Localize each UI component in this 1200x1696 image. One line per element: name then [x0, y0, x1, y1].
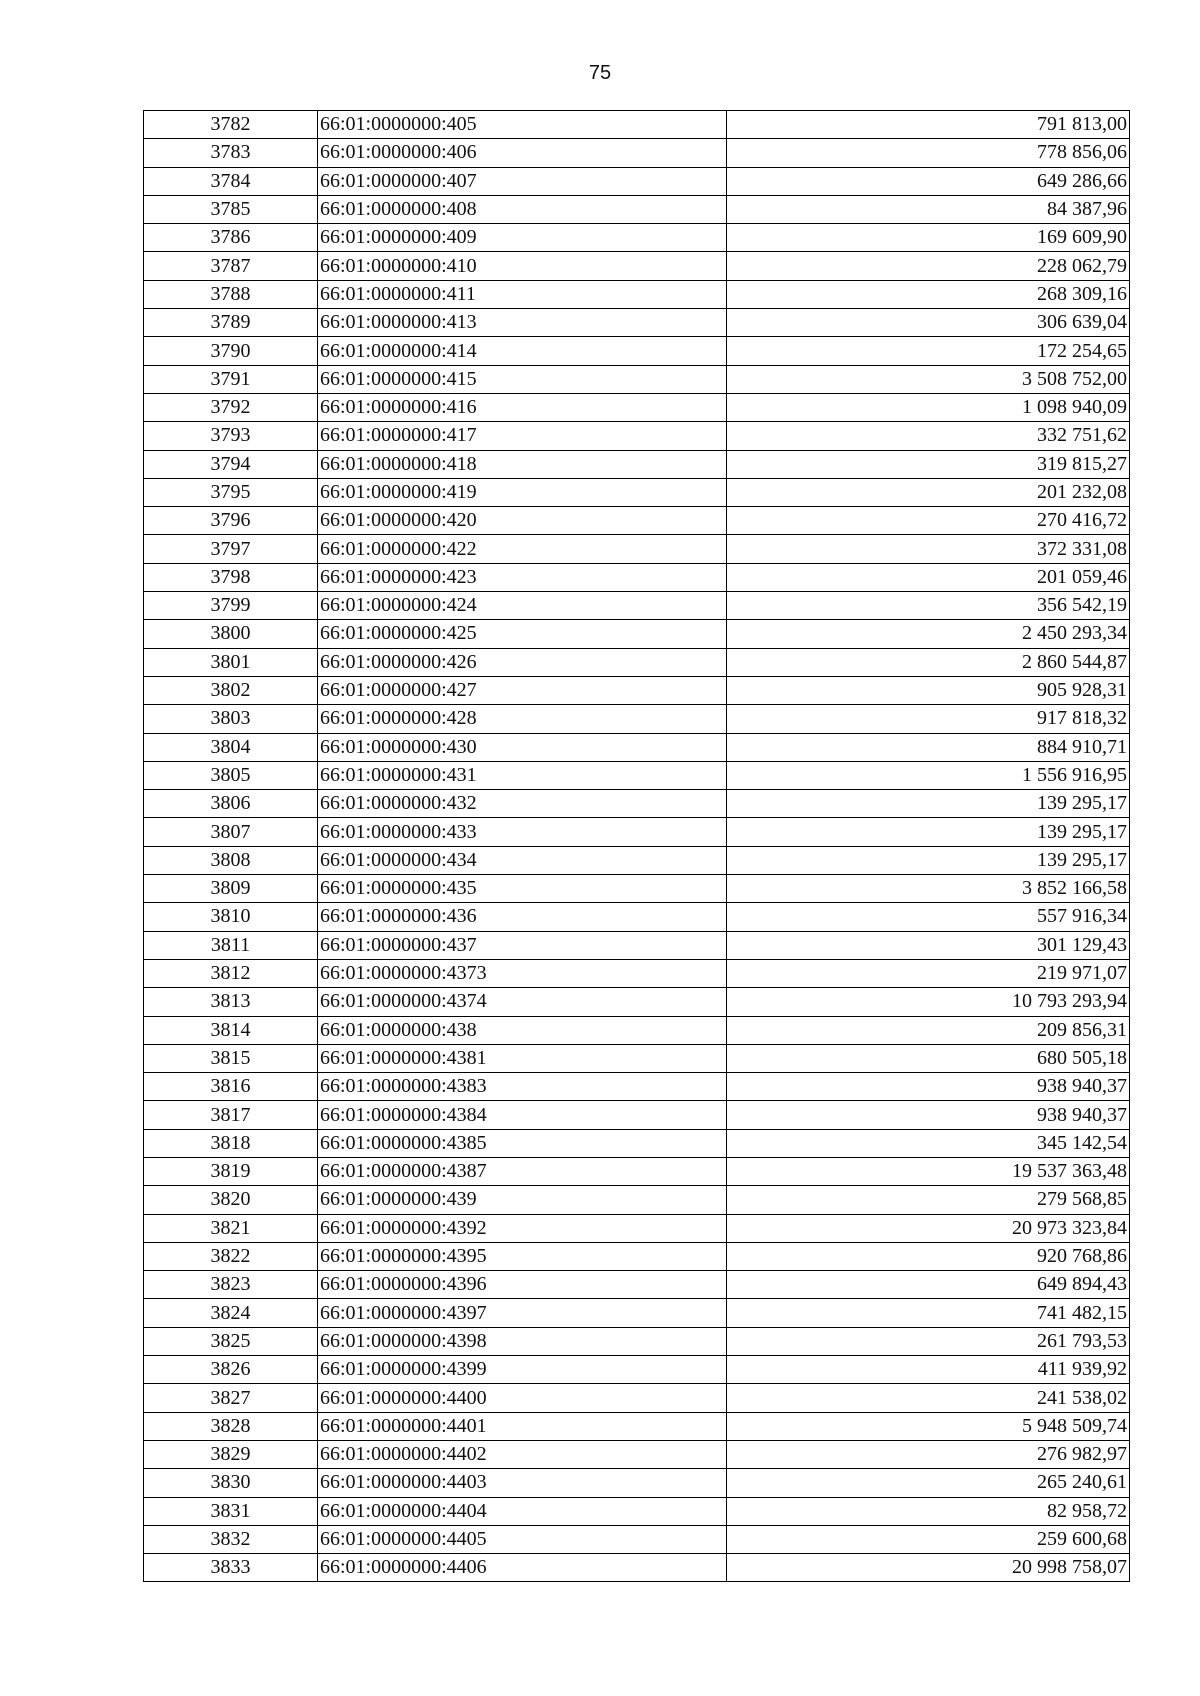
table-row [144, 875, 1130, 903]
table-row [144, 1242, 1130, 1270]
row-number-cell: 3795 [144, 478, 318, 506]
cadastral-number-cell: 66:01:0000000:438 [318, 1016, 727, 1044]
cadastral-value-cell: 741 482,15 [727, 1299, 1130, 1327]
cadastral-value-cell: 3 852 166,58 [727, 875, 1130, 903]
row-number-cell: 3807 [144, 818, 318, 846]
cadastral-number-cell: 66:01:0000000:4383 [318, 1073, 727, 1101]
table-row [144, 507, 1130, 535]
row-number-cell: 3789 [144, 309, 318, 337]
cadastral-number-cell: 66:01:0000000:424 [318, 592, 727, 620]
cadastral-value-cell: 241 538,02 [727, 1384, 1130, 1412]
cadastral-number-cell: 66:01:0000000:4405 [318, 1525, 727, 1553]
cadastral-value-cell: 10 793 293,94 [727, 988, 1130, 1016]
cadastral-value-cell: 219 971,07 [727, 959, 1130, 987]
table-row [144, 393, 1130, 421]
cadastral-number-cell: 66:01:0000000:417 [318, 422, 727, 450]
cadastral-number-cell: 66:01:0000000:436 [318, 903, 727, 931]
row-number-cell: 3819 [144, 1157, 318, 1185]
row-number-cell: 3788 [144, 280, 318, 308]
table-row [144, 705, 1130, 733]
cadastral-value-cell: 649 894,43 [727, 1271, 1130, 1299]
cadastral-number-cell: 66:01:0000000:4392 [318, 1214, 727, 1242]
cadastral-value-cell: 20 973 323,84 [727, 1214, 1130, 1242]
cadastral-value-cell: 209 856,31 [727, 1016, 1130, 1044]
cadastral-value-cell: 938 940,37 [727, 1073, 1130, 1101]
cadastral-value-cell: 319 815,27 [727, 450, 1130, 478]
cadastral-number-cell: 66:01:0000000:434 [318, 846, 727, 874]
cadastral-value-cell: 884 910,71 [727, 733, 1130, 761]
cadastral-number-cell: 66:01:0000000:4400 [318, 1384, 727, 1412]
row-number-cell: 3802 [144, 676, 318, 704]
row-number-cell: 3828 [144, 1412, 318, 1440]
table-row [144, 1384, 1130, 1412]
cadastral-number-cell: 66:01:0000000:4401 [318, 1412, 727, 1440]
table-row [144, 167, 1130, 195]
cadastral-value-cell: 201 059,46 [727, 563, 1130, 591]
row-number-cell: 3818 [144, 1129, 318, 1157]
row-number-cell: 3799 [144, 592, 318, 620]
row-number-cell: 3796 [144, 507, 318, 535]
cadastral-value-cell: 19 537 363,48 [727, 1157, 1130, 1185]
table-row [144, 224, 1130, 252]
cadastral-number-cell: 66:01:0000000:409 [318, 224, 727, 252]
cadastral-number-cell: 66:01:0000000:428 [318, 705, 727, 733]
cadastral-value-cell: 172 254,65 [727, 337, 1130, 365]
cadastral-number-cell: 66:01:0000000:431 [318, 761, 727, 789]
cadastral-value-cell: 276 982,97 [727, 1440, 1130, 1468]
table-row [144, 1497, 1130, 1525]
cadastral-number-cell: 66:01:0000000:4395 [318, 1242, 727, 1270]
table-row [144, 195, 1130, 223]
row-number-cell: 3806 [144, 790, 318, 818]
cadastral-number-cell: 66:01:0000000:426 [318, 648, 727, 676]
cadastral-value-cell: 279 568,85 [727, 1186, 1130, 1214]
table-row [144, 1469, 1130, 1497]
table-row [144, 1271, 1130, 1299]
cadastral-number-cell: 66:01:0000000:4402 [318, 1440, 727, 1468]
cadastral-value-cell: 169 609,90 [727, 224, 1130, 252]
row-number-cell: 3804 [144, 733, 318, 761]
cadastral-number-cell: 66:01:0000000:422 [318, 535, 727, 563]
cadastral-value-cell: 82 958,72 [727, 1497, 1130, 1525]
row-number-cell: 3783 [144, 139, 318, 167]
cadastral-number-cell: 66:01:0000000:4406 [318, 1554, 727, 1582]
row-number-cell: 3800 [144, 620, 318, 648]
table-row [144, 959, 1130, 987]
row-number-cell: 3832 [144, 1525, 318, 1553]
cadastral-value-cell: 1 098 940,09 [727, 393, 1130, 421]
table-row [144, 563, 1130, 591]
cadastral-value-cell: 2 860 544,87 [727, 648, 1130, 676]
cadastral-value-cell: 265 240,61 [727, 1469, 1130, 1497]
row-number-cell: 3829 [144, 1440, 318, 1468]
table-row [144, 790, 1130, 818]
cadastral-number-cell: 66:01:0000000:411 [318, 280, 727, 308]
cadastral-number-cell: 66:01:0000000:418 [318, 450, 727, 478]
row-number-cell: 3825 [144, 1327, 318, 1355]
table-row [144, 1186, 1130, 1214]
row-number-cell: 3782 [144, 111, 318, 139]
cadastral-value-cell: 680 505,18 [727, 1044, 1130, 1072]
table-row [144, 988, 1130, 1016]
cadastral-number-cell: 66:01:0000000:420 [318, 507, 727, 535]
cadastral-number-cell: 66:01:0000000:414 [318, 337, 727, 365]
row-number-cell: 3787 [144, 252, 318, 280]
table-row [144, 592, 1130, 620]
table-row [144, 280, 1130, 308]
table-row [144, 1554, 1130, 1582]
cadastral-value-cell: 5 948 509,74 [727, 1412, 1130, 1440]
table-row [144, 1016, 1130, 1044]
table-row [144, 1044, 1130, 1072]
cadastral-number-cell: 66:01:0000000:425 [318, 620, 727, 648]
cadastral-value-cell: 20 998 758,07 [727, 1554, 1130, 1582]
row-number-cell: 3830 [144, 1469, 318, 1497]
cadastral-value-cell: 261 793,53 [727, 1327, 1130, 1355]
cadastral-value-cell: 938 940,37 [727, 1101, 1130, 1129]
cadastral-value-cell: 356 542,19 [727, 592, 1130, 620]
row-number-cell: 3786 [144, 224, 318, 252]
cadastral-value-cell: 259 600,68 [727, 1525, 1130, 1553]
cadastral-number-cell: 66:01:0000000:4374 [318, 988, 727, 1016]
cadastral-value-cell: 372 331,08 [727, 535, 1130, 563]
row-number-cell: 3792 [144, 393, 318, 421]
cadastral-value-cell: 332 751,62 [727, 422, 1130, 450]
table-row [144, 450, 1130, 478]
row-number-cell: 3784 [144, 167, 318, 195]
cadastral-number-cell: 66:01:0000000:407 [318, 167, 727, 195]
table-row [144, 1214, 1130, 1242]
cadastral-number-cell: 66:01:0000000:405 [318, 111, 727, 139]
table-row [144, 1299, 1130, 1327]
row-number-cell: 3811 [144, 931, 318, 959]
cadastral-value-cell: 778 856,06 [727, 139, 1130, 167]
cadastral-number-cell: 66:01:0000000:408 [318, 195, 727, 223]
cadastral-number-cell: 66:01:0000000:406 [318, 139, 727, 167]
cadastral-value-cell: 2 450 293,34 [727, 620, 1130, 648]
cadastral-value-cell: 345 142,54 [727, 1129, 1130, 1157]
row-number-cell: 3823 [144, 1271, 318, 1299]
cadastral-number-cell: 66:01:0000000:4404 [318, 1497, 727, 1525]
row-number-cell: 3820 [144, 1186, 318, 1214]
table-row [144, 139, 1130, 167]
cadastral-number-cell: 66:01:0000000:410 [318, 252, 727, 280]
cadastral-value-cell: 920 768,86 [727, 1242, 1130, 1270]
row-number-cell: 3803 [144, 705, 318, 733]
table-row [144, 535, 1130, 563]
table-row [144, 1101, 1130, 1129]
cadastral-number-cell: 66:01:0000000:4384 [318, 1101, 727, 1129]
cadastral-value-cell: 411 939,92 [727, 1356, 1130, 1384]
cadastral-value-cell: 3 508 752,00 [727, 365, 1130, 393]
table-row [144, 1129, 1130, 1157]
row-number-cell: 3798 [144, 563, 318, 591]
table-row [144, 422, 1130, 450]
row-number-cell: 3808 [144, 846, 318, 874]
row-number-cell: 3794 [144, 450, 318, 478]
table-row [144, 1440, 1130, 1468]
cadastral-number-cell: 66:01:0000000:419 [318, 478, 727, 506]
cadastral-number-cell: 66:01:0000000:430 [318, 733, 727, 761]
table-body [144, 111, 1130, 1582]
table-row [144, 478, 1130, 506]
cadastral-number-cell: 66:01:0000000:437 [318, 931, 727, 959]
row-number-cell: 3817 [144, 1101, 318, 1129]
table-row [144, 903, 1130, 931]
row-number-cell: 3797 [144, 535, 318, 563]
row-number-cell: 3793 [144, 422, 318, 450]
row-number-cell: 3801 [144, 648, 318, 676]
cadastral-value-cell: 84 387,96 [727, 195, 1130, 223]
table-row [144, 846, 1130, 874]
cadastral-value-cell: 917 818,32 [727, 705, 1130, 733]
table-row [144, 648, 1130, 676]
table-row [144, 818, 1130, 846]
table-row [144, 309, 1130, 337]
row-number-cell: 3833 [144, 1554, 318, 1582]
cadastral-number-cell: 66:01:0000000:433 [318, 818, 727, 846]
cadastral-number-cell: 66:01:0000000:4373 [318, 959, 727, 987]
cadastral-value-cell: 557 916,34 [727, 903, 1130, 931]
row-number-cell: 3831 [144, 1497, 318, 1525]
row-number-cell: 3826 [144, 1356, 318, 1384]
table-row [144, 111, 1130, 139]
table-row [144, 733, 1130, 761]
cadastral-number-cell: 66:01:0000000:427 [318, 676, 727, 704]
row-number-cell: 3827 [144, 1384, 318, 1412]
cadastral-number-cell: 66:01:0000000:416 [318, 393, 727, 421]
row-number-cell: 3805 [144, 761, 318, 789]
row-number-cell: 3822 [144, 1242, 318, 1270]
table-row [144, 1327, 1130, 1355]
cadastral-number-cell: 66:01:0000000:4396 [318, 1271, 727, 1299]
cadastral-value-table [143, 110, 1130, 1582]
table-row [144, 252, 1130, 280]
table-row [144, 620, 1130, 648]
cadastral-number-cell: 66:01:0000000:4397 [318, 1299, 727, 1327]
cadastral-number-cell: 66:01:0000000:4398 [318, 1327, 727, 1355]
row-number-cell: 3809 [144, 875, 318, 903]
cadastral-number-cell: 66:01:0000000:439 [318, 1186, 727, 1214]
cadastral-number-cell: 66:01:0000000:432 [318, 790, 727, 818]
row-number-cell: 3815 [144, 1044, 318, 1072]
cadastral-value-cell: 139 295,17 [727, 846, 1130, 874]
cadastral-number-cell: 66:01:0000000:4403 [318, 1469, 727, 1497]
cadastral-value-cell: 301 129,43 [727, 931, 1130, 959]
cadastral-value-cell: 228 062,79 [727, 252, 1130, 280]
cadastral-number-cell: 66:01:0000000:413 [318, 309, 727, 337]
page-number: 75 [588, 62, 612, 84]
row-number-cell: 3810 [144, 903, 318, 931]
cadastral-number-cell: 66:01:0000000:4385 [318, 1129, 727, 1157]
cadastral-value-cell: 270 416,72 [727, 507, 1130, 535]
cadastral-number-cell: 66:01:0000000:4381 [318, 1044, 727, 1072]
cadastral-number-cell: 66:01:0000000:423 [318, 563, 727, 591]
cadastral-value-cell: 649 286,66 [727, 167, 1130, 195]
cadastral-number-cell: 66:01:0000000:4399 [318, 1356, 727, 1384]
cadastral-number-cell: 66:01:0000000:4387 [318, 1157, 727, 1185]
table-row [144, 1157, 1130, 1185]
cadastral-value-cell: 139 295,17 [727, 790, 1130, 818]
row-number-cell: 3790 [144, 337, 318, 365]
table-row [144, 1412, 1130, 1440]
cadastral-number-cell: 66:01:0000000:435 [318, 875, 727, 903]
table-row [144, 337, 1130, 365]
table-row [144, 931, 1130, 959]
cadastral-number-cell: 66:01:0000000:415 [318, 365, 727, 393]
cadastral-value-cell: 1 556 916,95 [727, 761, 1130, 789]
cadastral-value-cell: 306 639,04 [727, 309, 1130, 337]
row-number-cell: 3812 [144, 959, 318, 987]
table-row [144, 365, 1130, 393]
table-row [144, 676, 1130, 704]
table-row [144, 1073, 1130, 1101]
row-number-cell: 3813 [144, 988, 318, 1016]
cadastral-value-cell: 139 295,17 [727, 818, 1130, 846]
table-row [144, 1356, 1130, 1384]
cadastral-value-cell: 268 309,16 [727, 280, 1130, 308]
cadastral-value-cell: 905 928,31 [727, 676, 1130, 704]
table-row [144, 761, 1130, 789]
row-number-cell: 3785 [144, 195, 318, 223]
cadastral-value-cell: 201 232,08 [727, 478, 1130, 506]
row-number-cell: 3791 [144, 365, 318, 393]
row-number-cell: 3816 [144, 1073, 318, 1101]
row-number-cell: 3824 [144, 1299, 318, 1327]
cadastral-value-cell: 791 813,00 [727, 111, 1130, 139]
table-row [144, 1525, 1130, 1553]
row-number-cell: 3821 [144, 1214, 318, 1242]
row-number-cell: 3814 [144, 1016, 318, 1044]
